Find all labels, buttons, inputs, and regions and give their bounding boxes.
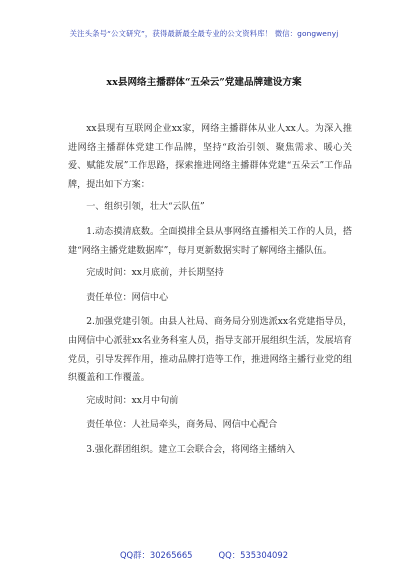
completion-time-2: 完成时间：xx月中旬前 [86, 395, 179, 406]
paragraph-item-3: 3.强化群团组织。建立工会联合会，将网络主播纳入 [86, 444, 295, 455]
header-note: 关注头条号“公文研究”，获得最新最全最专业的公文资料库！ 微信：gongwenyj [69, 29, 339, 38]
section-heading: 一、组织引领，壮大“云队伍” [86, 202, 205, 213]
responsible-unit-2: 责任单位：人社局牵头，商务局、网信中心配合 [86, 420, 278, 431]
footer-qq-group: QQ群：30265665 [119, 550, 193, 560]
responsible-unit-1: 责任单位：网信中心 [86, 292, 169, 303]
footer-contact [0, 549, 408, 561]
paragraph-item-2: 2.加强党建引领。由县人社局、商务局分别选派xx名党建指导员，由网信中心派驻xx名业务科室人员，指导支部开展组织生活，发展培育党员，引导发挥作用，推动品牌打造等工作，推进网络主播行业党的组织覆盖和工作覆盖。 [68, 317, 352, 384]
paragraph-intro: xx县现有互联网企业xx家，网络主播群体从业人xx人。为深入推进网络主播群体党建工作品牌，坚持“政治引领、聚焦需求、暖心关爱、赋能发展”工作思路，探索推进网络主播群体党建“五朵云”工作品牌，提出如下方案： [68, 124, 352, 190]
document-body [68, 120, 352, 464]
paragraph-item-1: 1.动态摸清底数。全面摸排全县从事网络直播相关工作的人员，搭建“网络主播党建数据库”，每月更新数据实时了解网络主播队伍。 [68, 226, 352, 256]
document-title: xx县网络主播群体“五朵云”党建品牌建设方案 [106, 77, 302, 88]
footer-qq: QQ：535304092 [218, 550, 289, 560]
completion-time-1: 完成时间：xx月底前，并长期坚持 [86, 268, 224, 279]
